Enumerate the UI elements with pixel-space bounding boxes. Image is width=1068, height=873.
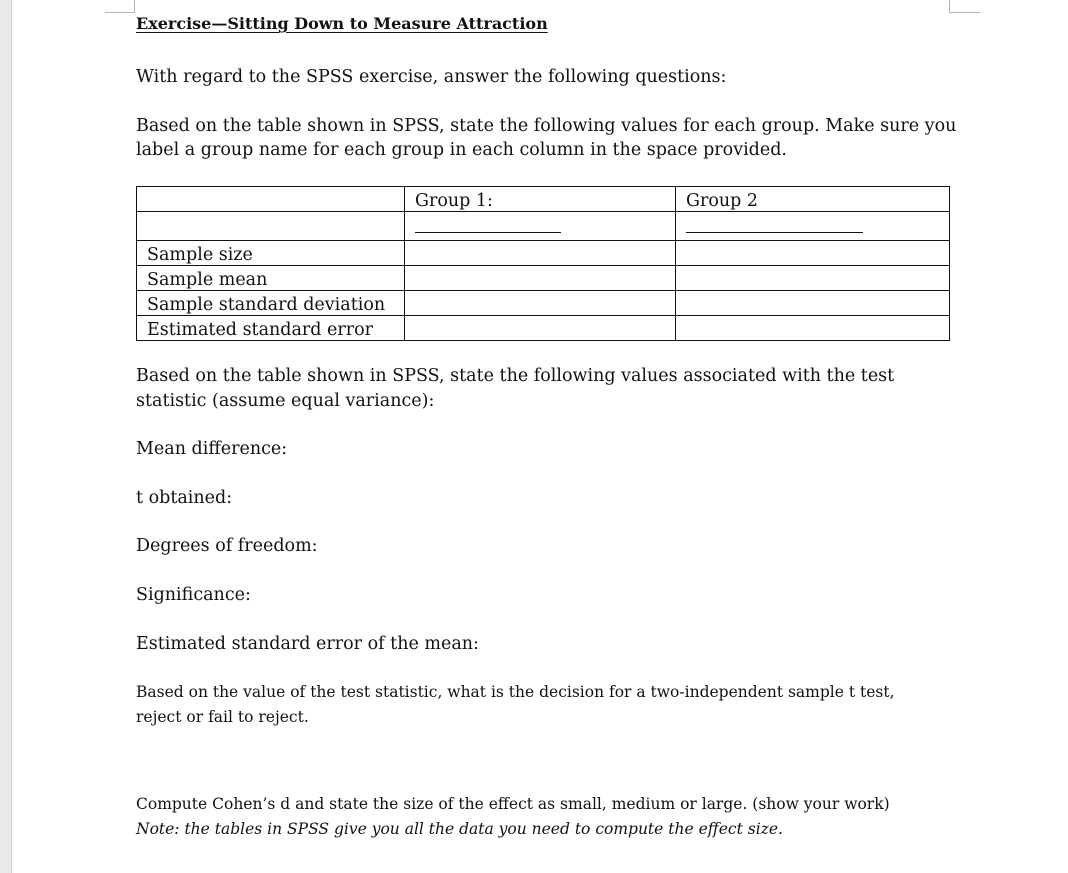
- degrees-of-freedom-label: Degrees of freedom:: [136, 536, 318, 556]
- table-instruction-line-2: label a group name for each group in each column in the space provided.: [136, 140, 787, 160]
- cohen-question: Compute Cohen’s d and state the size of the effect as small, medium or large. (show your work): [136, 795, 890, 813]
- group-1-sample-mean-cell[interactable]: [405, 266, 676, 291]
- table-row: [137, 316, 950, 341]
- decision-question-line-2: reject or fail to reject.: [136, 708, 309, 726]
- group-2-est-std-error-cell[interactable]: [676, 316, 950, 341]
- significance-label: Significance:: [136, 585, 251, 605]
- crop-mark-top-left: [105, 0, 135, 13]
- row-label-sample-mean: Sample mean: [137, 266, 405, 291]
- group-1-sample-size-cell[interactable]: [405, 241, 676, 266]
- group-1-header: Group 1:: [405, 187, 676, 212]
- mean-difference-label: Mean difference:: [136, 439, 288, 459]
- group-1-sample-sd-cell[interactable]: [405, 291, 676, 316]
- document-page: [11, 0, 1068, 873]
- group-2-sample-mean-cell[interactable]: [676, 266, 950, 291]
- test-instruction-line-1: Based on the table shown in SPSS, state the following values associated with the test: [136, 366, 895, 386]
- t-obtained-label: t obtained:: [136, 488, 233, 508]
- table-row: [137, 241, 950, 266]
- group-2-header: Group 2: [676, 187, 950, 212]
- group-1-name-line: [415, 212, 561, 233]
- intro-text: With regard to the SPSS exercise, answer the following questions:: [136, 67, 727, 87]
- test-instruction-line-2: statistic (assume equal variance):: [136, 391, 435, 411]
- decision-question-line-1: Based on the value of the test statistic, what is the decision for a two-independent sample t test,: [136, 683, 895, 701]
- row-label-sample-size: Sample size: [137, 241, 405, 266]
- exercise-title: Exercise—Sitting Down to Measure Attraction: [136, 14, 548, 33]
- table-corner-cell: [137, 187, 405, 212]
- group-2-sample-sd-cell[interactable]: [676, 291, 950, 316]
- cohen-note: Note: the tables in SPSS give you all the data you need to compute the effect size.: [136, 820, 783, 838]
- table-cell: [137, 212, 405, 241]
- table-instruction-line-1: Based on the table shown in SPSS, state the following values for each group. Make sure you: [136, 116, 957, 136]
- group-2-name-field[interactable]: [676, 212, 950, 241]
- table-row: [137, 266, 950, 291]
- table-row: [137, 291, 950, 316]
- group-1-name-field[interactable]: [405, 212, 676, 241]
- crop-mark-top-right: [949, 0, 980, 13]
- row-label-sample-sd: Sample standard deviation: [137, 291, 405, 316]
- group-values-table: [136, 186, 950, 341]
- group-name-row: [137, 212, 950, 241]
- est-std-error-mean-label: Estimated standard error of the mean:: [136, 634, 479, 654]
- group-2-name-line: [686, 212, 863, 233]
- table-header-row: [137, 187, 950, 212]
- row-label-est-std-error: Estimated standard error: [137, 316, 405, 341]
- group-2-sample-size-cell[interactable]: [676, 241, 950, 266]
- group-1-est-std-error-cell[interactable]: [405, 316, 676, 341]
